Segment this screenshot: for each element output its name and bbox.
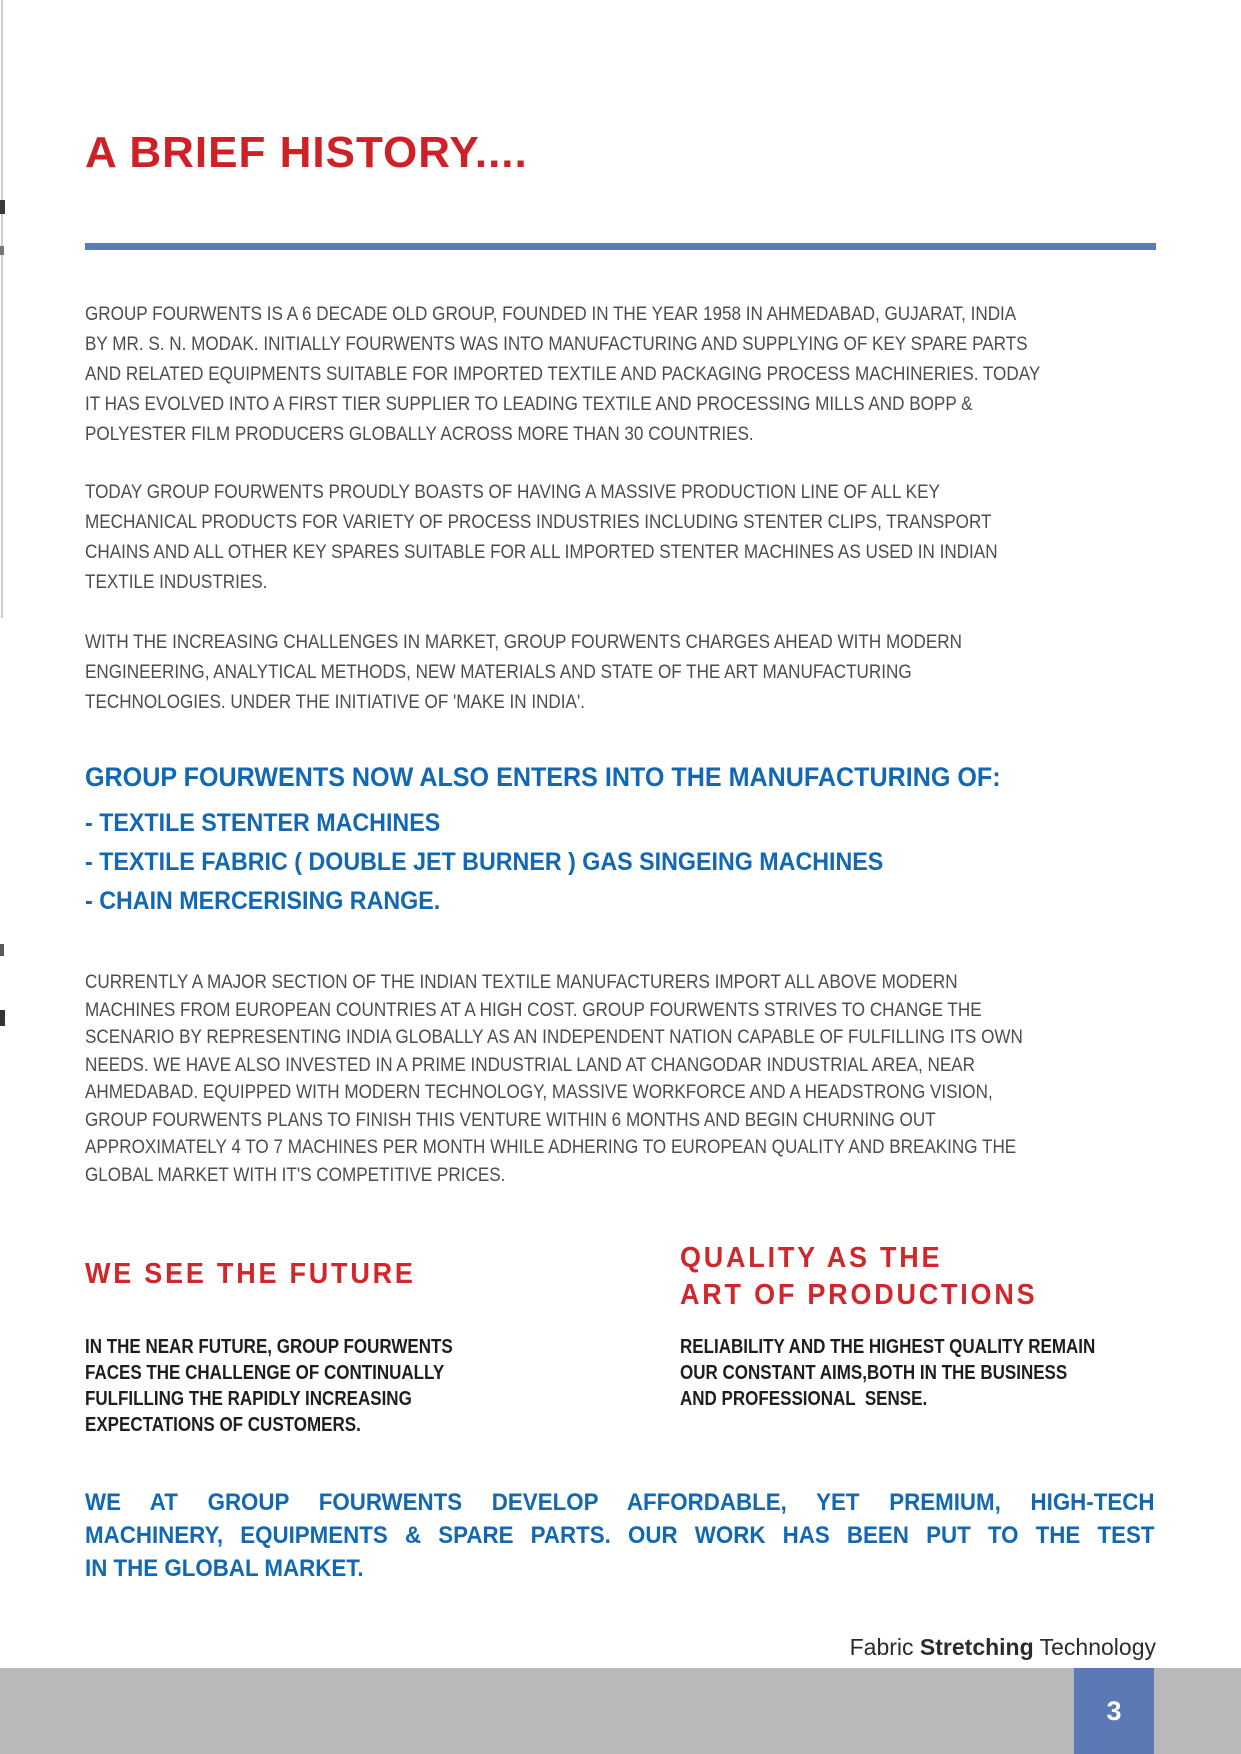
text-line: BY MR. S. N. MODAK. INITIALLY FOURWENTS WAS INTO MANUFACTURING AND SUPPLYING OF KEY SPARE PARTS xyxy=(85,334,1028,355)
text-line: TECHNOLOGIES. UNDER THE INITIATIVE OF 'MAKE IN INDIA'. xyxy=(85,692,585,713)
page-edge-mark xyxy=(0,944,4,956)
history-paragraph-1 xyxy=(85,300,1040,450)
text-line: ENGINEERING, ANALYTICAL METHODS, NEW MATERIALS AND STATE OF THE ART MANUFACTURING xyxy=(85,662,912,683)
footer-bar xyxy=(0,1668,1241,1754)
text-line: GLOBAL MARKET WITH IT'S COMPETITIVE PRICES. xyxy=(85,1164,506,1186)
text-line: TEXTILE INDUSTRIES. xyxy=(85,572,268,593)
text-line: IT HAS EVOLVED INTO A FIRST TIER SUPPLIER TO LEADING TEXTILE AND PROCESSING MILLS AND BOPP & xyxy=(85,394,973,415)
text-line: MACHINERY, EQUIPMENTS & SPARE PARTS. OUR WORK HAS BEEN PUT TO THE TEST xyxy=(85,1522,1155,1549)
future-section-heading: WE SEE THE FUTURE xyxy=(85,1258,416,1290)
text-line: MECHANICAL PRODUCTS FOR VARIETY OF PROCESS INDUSTRIES INCLUDING STENTER CLIPS, TRANSPORT xyxy=(85,512,992,533)
page-number: 3 xyxy=(1106,1695,1122,1726)
closing-statement xyxy=(85,1486,1155,1585)
text-line: NEEDS. WE HAVE ALSO INVESTED IN A PRIME INDUSTRIAL LAND AT CHANGODAR INDUSTRIAL AREA, NEAR xyxy=(85,1054,976,1076)
heading-line: ART OF PRODUCTIONS xyxy=(680,1279,1038,1311)
text-line: FULFILLING THE RAPIDLY INCREASING xyxy=(85,1388,412,1410)
text-line: GROUP FOURWENTS IS A 6 DECADE OLD GROUP, FOUNDED IN THE YEAR 1958 IN AHMEDABAD, GUJARAT, INDIA xyxy=(85,304,1017,325)
tagline-prefix: Fabric xyxy=(849,1634,920,1660)
history-paragraph-2 xyxy=(85,478,998,598)
text-line: WE AT GROUP FOURWENTS DEVELOP AFFORDABLE, YET PREMIUM, HIGH-TECH xyxy=(85,1489,1155,1516)
current-situation-paragraph xyxy=(85,969,1023,1189)
text-line: TODAY GROUP FOURWENTS PROUDLY BOASTS OF HAVING A MASSIVE PRODUCTION LINE OF ALL KEY xyxy=(85,482,940,503)
text-line: RELIABILITY AND THE HIGHEST QUALITY REMAIN xyxy=(680,1336,1096,1358)
title-divider-rule xyxy=(85,243,1156,250)
quality-section-body xyxy=(680,1334,1095,1412)
text-line: AHMEDABAD. EQUIPPED WITH MODERN TECHNOLOGY, MASSIVE WORKFORCE AND A HEADSTRONG VISION, xyxy=(85,1082,993,1103)
list-item: - TEXTILE STENTER MACHINES xyxy=(85,809,441,837)
text-line: APPROXIMATELY 4 TO 7 MACHINES PER MONTH WHILE ADHERING TO EUROPEAN QUALITY AND BREAKING THE xyxy=(85,1137,1017,1158)
page-edge-mark xyxy=(0,246,4,255)
list-item: - TEXTILE FABRIC ( DOUBLE JET BURNER ) GAS SINGEING MACHINES xyxy=(85,848,884,876)
page-title: A BRIEF HISTORY.... xyxy=(85,128,528,177)
text-line: OUR CONSTANT AIMS,BOTH IN THE BUSINESS xyxy=(680,1362,1068,1384)
text-line: MACHINES FROM EUROPEAN COUNTRIES AT A HIGH COST. GROUP FOURWENTS STRIVES TO CHANGE THE xyxy=(85,999,982,1021)
text-line: EXPECTATIONS OF CUSTOMERS. xyxy=(85,1414,361,1436)
tagline-bold-word: Stretching xyxy=(919,1634,1034,1660)
page-edge-mark xyxy=(0,1010,5,1026)
text-line: AND RELATED EQUIPMENTS SUITABLE FOR IMPORTED TEXTILE AND PACKAGING PROCESS MACHINERIES. TODAY xyxy=(85,364,1041,385)
text-line: POLYESTER FILM PRODUCERS GLOBALLY ACROSS MORE THAN 30 COUNTRIES. xyxy=(85,424,754,445)
quality-section-heading xyxy=(680,1240,1037,1314)
history-paragraph-3 xyxy=(85,628,962,718)
footer-tagline xyxy=(600,1634,1156,1661)
manufacturing-heading: GROUP FOURWENTS NOW ALSO ENTERS INTO THE MANUFACTURING OF: xyxy=(85,762,1001,792)
text-line: IN THE NEAR FUTURE, GROUP FOURWENTS xyxy=(85,1336,453,1358)
list-item: - CHAIN MERCERISING RANGE. xyxy=(85,887,441,915)
text-line: WITH THE INCREASING CHALLENGES IN MARKET, GROUP FOURWENTS CHARGES AHEAD WITH MODERN xyxy=(85,632,962,653)
text-line: FACES THE CHALLENGE OF CONTINUALLY xyxy=(85,1362,445,1384)
page-number-box xyxy=(1074,1668,1154,1754)
text-line: AND PROFESSIONAL SENSE. xyxy=(680,1388,928,1410)
page-edge-mark xyxy=(0,200,5,214)
text-line: CURRENTLY A MAJOR SECTION OF THE INDIAN TEXTILE MANUFACTURERS IMPORT ALL ABOVE MODERN xyxy=(85,972,958,993)
text-line: CHAINS AND ALL OTHER KEY SPARES SUITABLE FOR ALL IMPORTED STENTER MACHINES AS USED IN INDIAN xyxy=(85,542,998,563)
text-line: IN THE GLOBAL MARKET. xyxy=(85,1555,364,1582)
page-edge-line xyxy=(1,0,3,618)
heading-line: QUALITY AS THE xyxy=(680,1242,943,1274)
text-line: SCENARIO BY REPRESENTING INDIA GLOBALLY AS AN INDEPENDENT NATION CAPABLE OF FULFILLING ITS OWN xyxy=(85,1027,1023,1048)
text-line: GROUP FOURWENTS PLANS TO FINISH THIS VENTURE WITHIN 6 MONTHS AND BEGIN CHURNING OUT xyxy=(85,1109,936,1131)
future-section-body xyxy=(85,1334,453,1438)
manufacturing-list xyxy=(85,804,883,921)
tagline-suffix: Technology xyxy=(1033,1634,1156,1660)
